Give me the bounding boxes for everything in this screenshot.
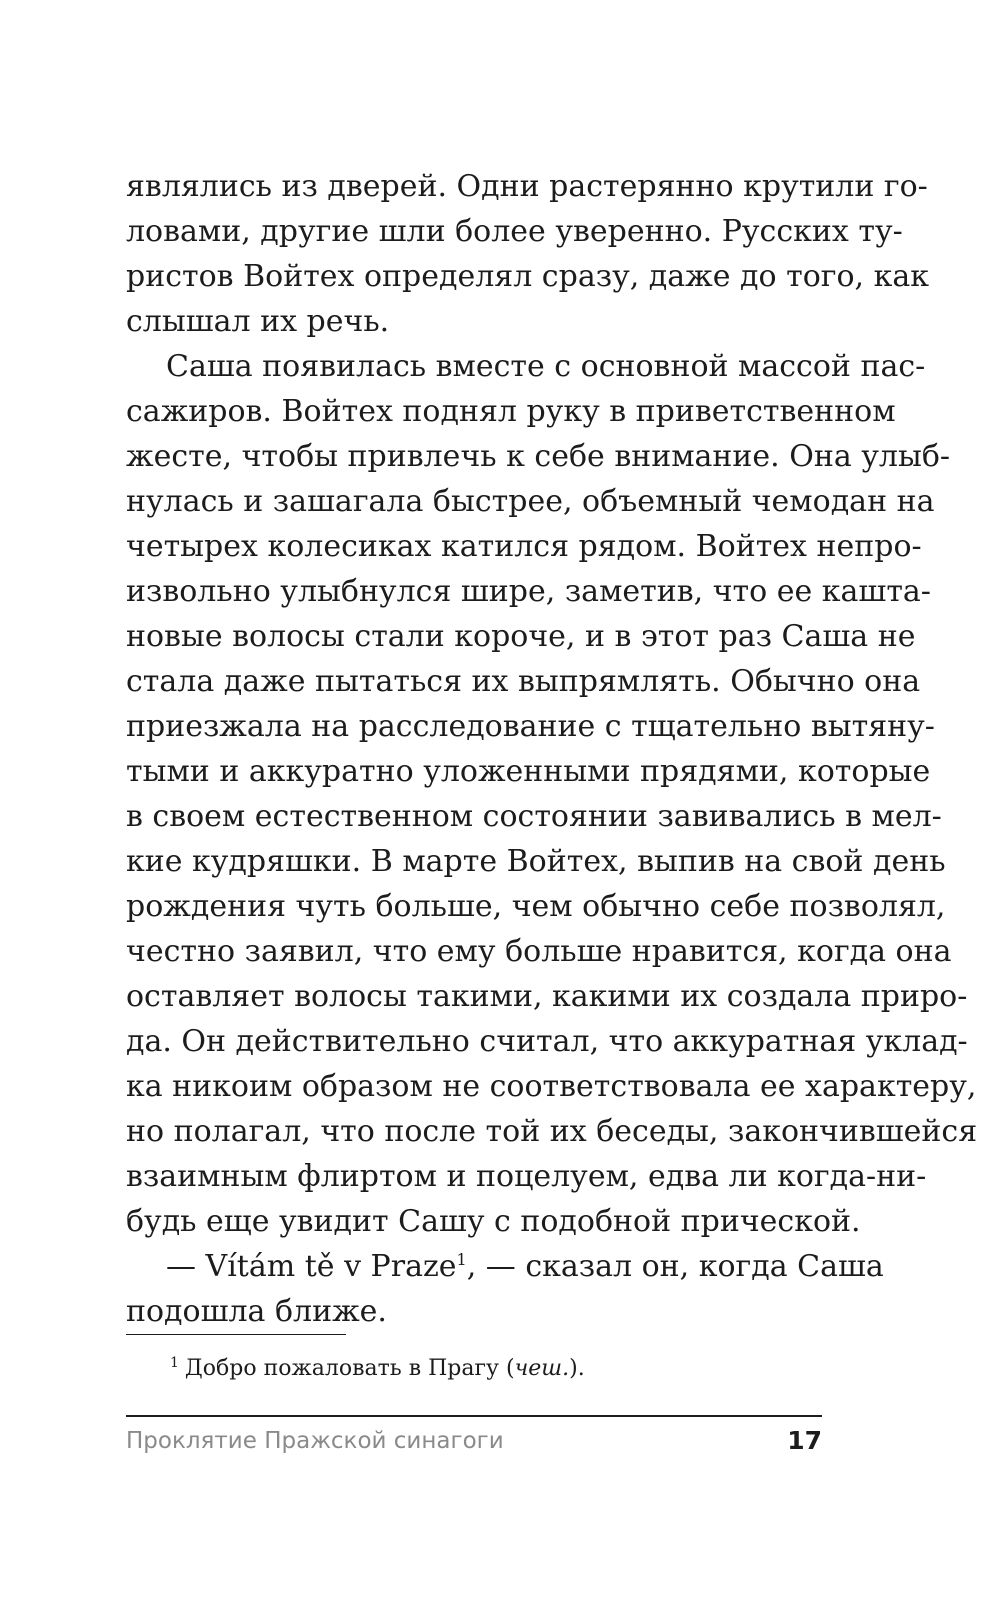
text-line: ристов Войтех определял сразу, даже до того, как	[126, 259, 929, 294]
text-line: рождения чуть больше, чем обычно себе позволял,	[126, 889, 946, 924]
text-line: являлись из дверей. Одни растерянно крутили го-	[126, 169, 928, 204]
text-line: ловами, другие шли более уверенно. Русских ту-	[126, 214, 903, 249]
footnote	[170, 1352, 585, 1386]
footer-divider	[126, 1415, 822, 1417]
footnote-text: Добро пожаловать в Прагу (	[184, 1356, 515, 1381]
page-number: 17	[787, 1426, 822, 1455]
text-line: ка никоим образом не соответствовала ее характеру,	[126, 1069, 977, 1104]
text-line: честно заявил, что ему больше нравится, когда она	[126, 934, 952, 969]
footnote-number: 1	[170, 1354, 179, 1371]
text-line: да. Он действительно считал, что аккуратная уклад-	[126, 1024, 968, 1059]
dialogue-line	[126, 1244, 884, 1289]
text-line: тыми и аккуратно уложенными прядями, которые	[126, 754, 931, 789]
running-title: Проклятие Пражской синагоги	[126, 1428, 504, 1454]
dialogue-rest: , — сказал он, когда Саша	[466, 1249, 884, 1284]
text-line: стала даже пытаться их выпрямлять. Обычно она	[126, 664, 921, 699]
dialogue-start: — Vítám tě v Praze	[166, 1249, 457, 1284]
text-line: жесте, чтобы привлечь к себе внимание. Она улыб-	[126, 439, 951, 474]
text-line: сажиров. Войтех поднял руку в приветственном	[126, 394, 896, 429]
text-line: подошла ближе.	[126, 1294, 387, 1329]
footnote-reference[interactable]: 1	[456, 1250, 467, 1269]
text-line: в своем естественном состоянии завивались в мел-	[126, 799, 942, 834]
text-line: взаимным флиртом и поцелуем, едва ли когда-ни-	[126, 1159, 927, 1194]
text-line: слышал их речь.	[126, 304, 390, 339]
text-line: новые волосы стали короче, и в этот раз Саша не	[126, 619, 916, 654]
footnote-lang: чеш.	[514, 1356, 570, 1381]
text-line: Саша появилась вместе с основной массой пас-	[166, 349, 926, 384]
text-line: извольно улыбнулся шире, заметив, что ее кашта-	[126, 574, 931, 609]
text-line: будь еще увидит Сашу с подобной прической.	[126, 1204, 861, 1239]
text-line: четырех колесиках катился рядом. Войтех непро-	[126, 529, 922, 564]
text-line: кие кудряшки. В марте Войтех, выпив на свой день	[126, 844, 946, 879]
text-line: но полагал, что после той их беседы, закончившейся	[126, 1114, 978, 1149]
text-line: нулась и зашагала быстрее, объемный чемодан на	[126, 484, 935, 519]
body-text	[126, 164, 978, 1334]
footnote-divider	[126, 1334, 346, 1335]
footnote-close: ).	[569, 1356, 585, 1381]
text-line: оставляет волосы такими, какими их создала приро-	[126, 979, 968, 1014]
text-line: приезжала на расследование с тщательно вытяну-	[126, 709, 935, 744]
